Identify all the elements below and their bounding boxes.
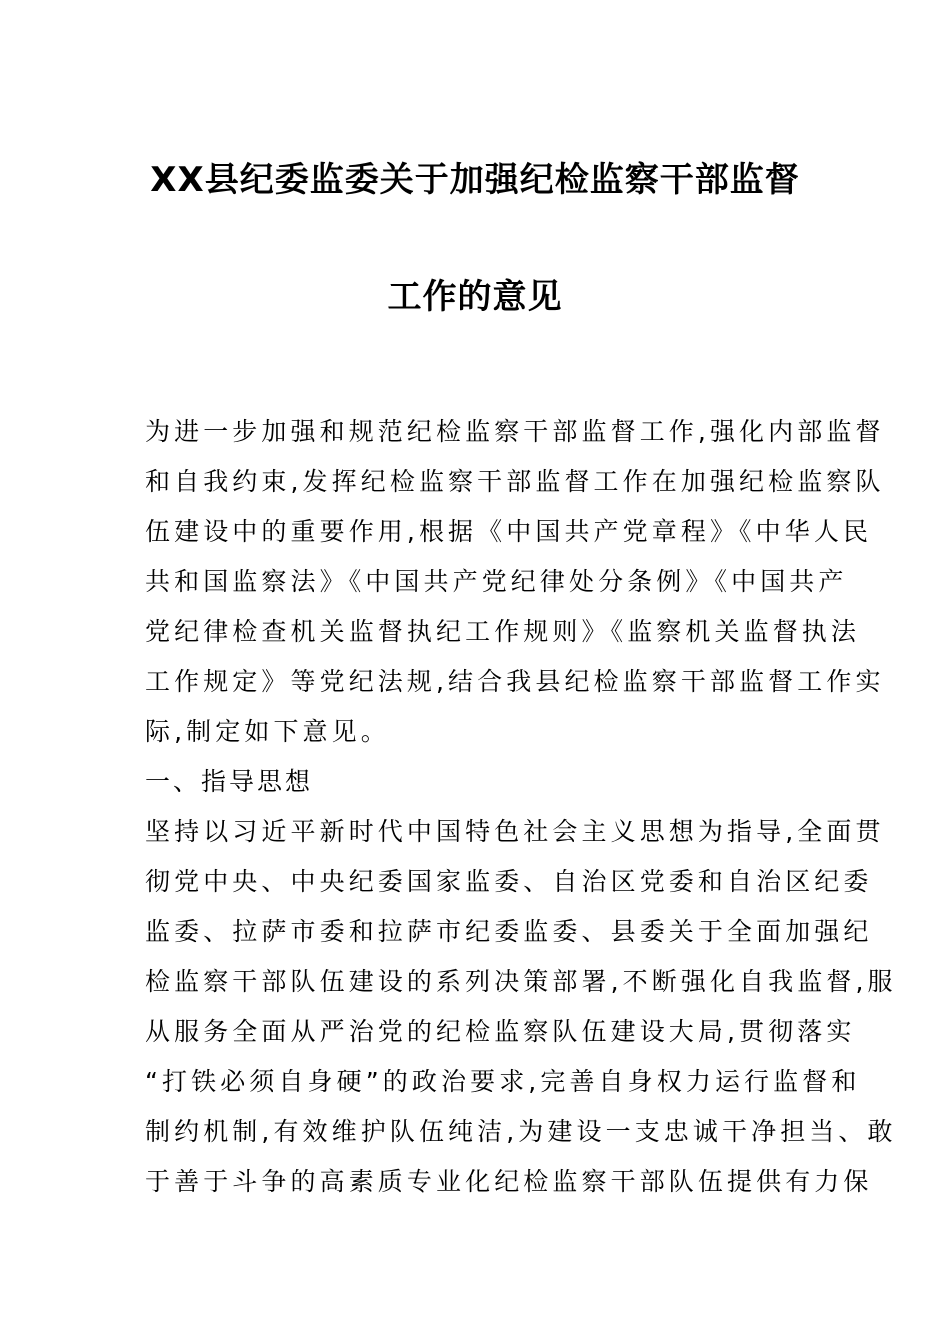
body-line: 从服务全面从严治党的纪检监察队伍建设大局,贯彻落实 bbox=[145, 1017, 856, 1046]
body-line: 于善于斗争的高素质专业化纪检监察干部队伍提供有力保 bbox=[145, 1167, 873, 1196]
body-line: 伍建设中的重要作用,根据《中国共产党章程》《中华人民 bbox=[145, 517, 873, 546]
body-line: 彻党中央、中央纪委国家监委、自治区党委和自治区纪委 bbox=[145, 867, 873, 896]
body-line: 际,制定如下意见。 bbox=[145, 717, 390, 746]
body-line: 制约机制,有效维护队伍纯洁,为建设一支忠诚干净担当、敢 bbox=[145, 1117, 897, 1146]
body-line: 党纪律检查机关监督执纪工作规则》《监察机关监督执法 bbox=[145, 617, 861, 646]
body-line: 监委、拉萨市委和拉萨市纪委监委、县委关于全面加强纪 bbox=[145, 917, 873, 946]
document-title-line2: 工作的意见 bbox=[387, 277, 563, 317]
document-body bbox=[145, 407, 897, 1207]
document-title-line1: XX县纪委监委关于加强纪检监察干部监督 bbox=[150, 160, 800, 200]
body-line: 坚持以习近平新时代中国特色社会主义思想为指导,全面贯 bbox=[145, 817, 885, 846]
body-line: 检监察干部队伍建设的系列决策部署,不断强化自我监督,服 bbox=[145, 967, 897, 996]
body-line: 和自我约束,发挥纪检监察干部监督工作在加强纪检监察队 bbox=[145, 467, 885, 496]
body-line: 为进一步加强和规范纪检监察干部监督工作,强化内部监督 bbox=[145, 417, 885, 446]
body-line: “打铁必须自身硬”的政治要求,完善自身权力运行监督和 bbox=[145, 1067, 861, 1096]
body-line: 共和国监察法》《中国共产党纪律处分条例》《中国共产 bbox=[145, 567, 848, 596]
section-heading: 一、指导思想 bbox=[145, 767, 314, 796]
body-line: 工作规定》等党纪法规,结合我县纪检监察干部监督工作实 bbox=[145, 667, 885, 696]
